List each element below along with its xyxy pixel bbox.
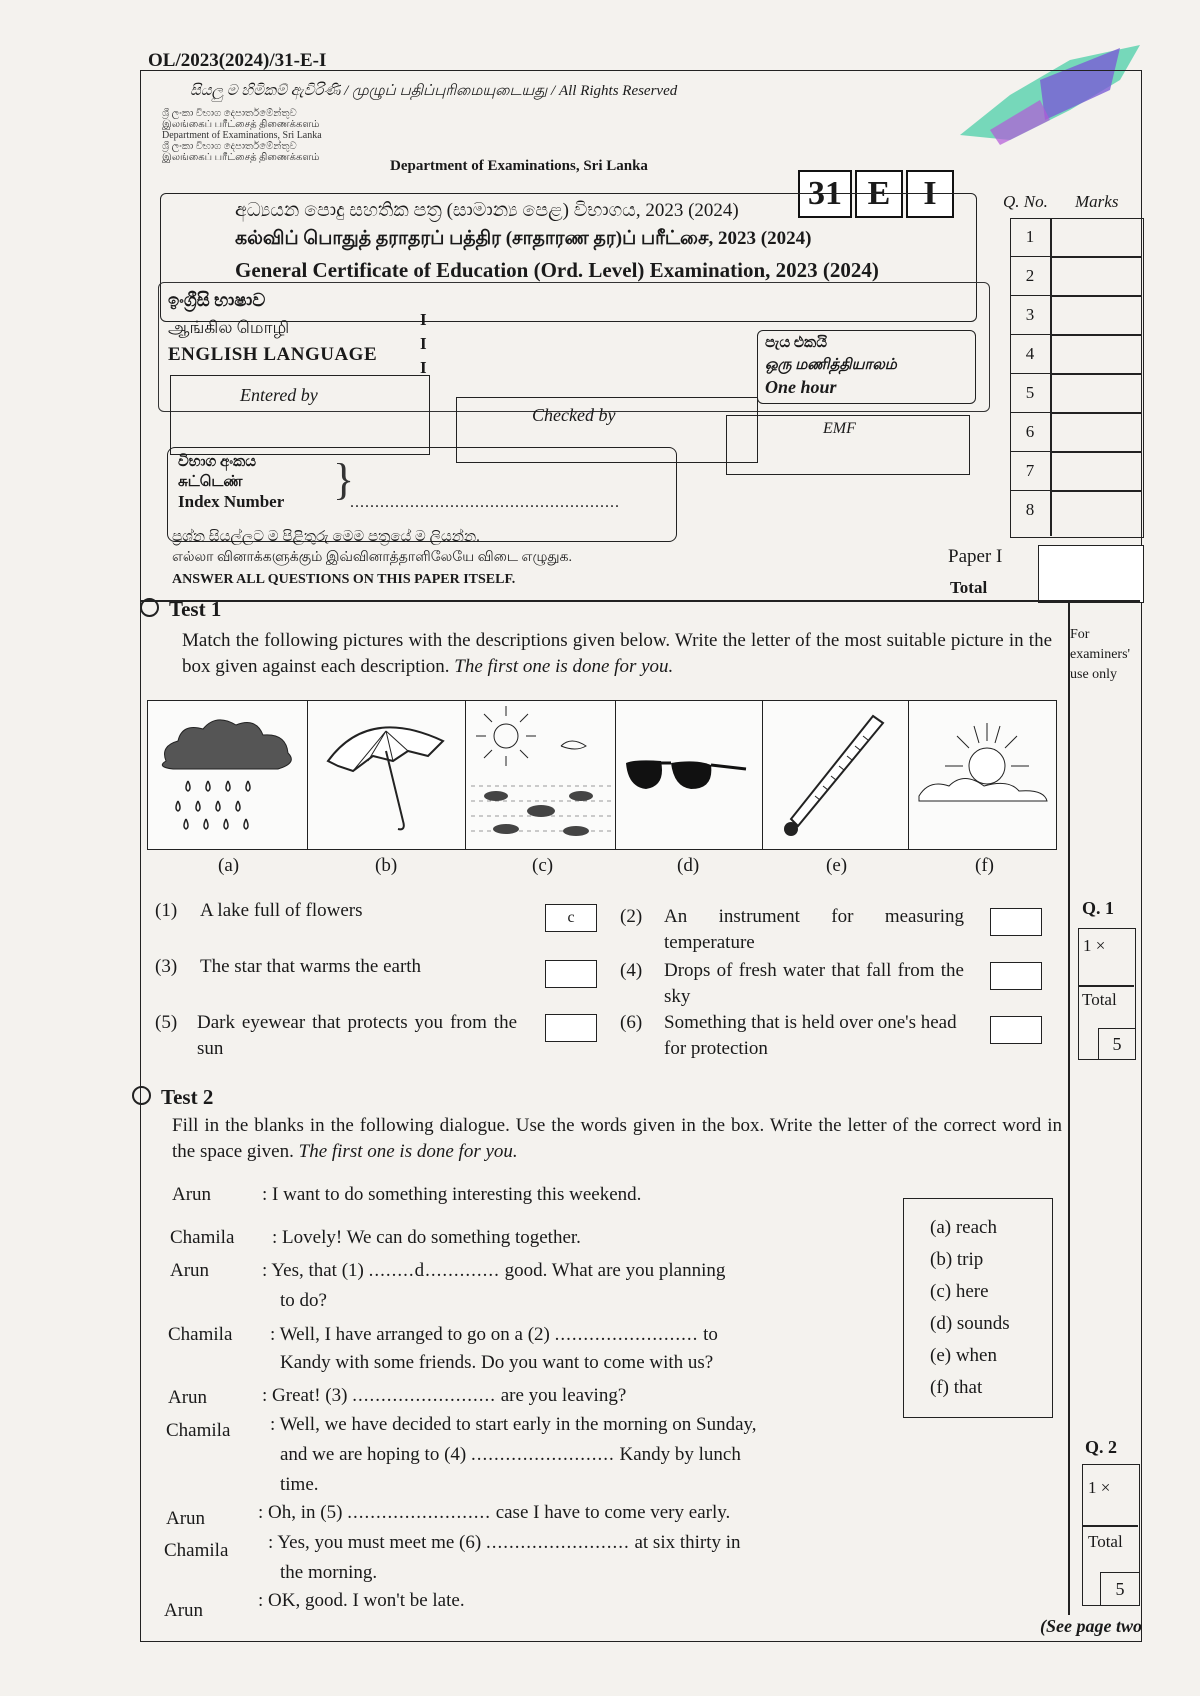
checked-by-label: Checked by: [532, 405, 616, 425]
picture-label-e: (e): [826, 855, 848, 876]
test1-answer-box[interactable]: [990, 908, 1042, 936]
blank-2-field[interactable]: .........................: [554, 1324, 699, 1345]
q1-multiplier: 1 ×: [1083, 936, 1106, 955]
paper-total-label: Paper I: [948, 546, 1003, 567]
q1-max-score: 5: [1098, 1028, 1136, 1060]
dialogue-line: to do?: [280, 1290, 327, 1311]
exam-title-tamil: கல்விப் பொதுத் தராதரப் பத்திர (சாதாரண தர)ப் பரீட்சை, 2023 (2024): [235, 228, 812, 249]
test1-item-text: Something that is held over one's head for protection: [664, 1012, 957, 1059]
dialogue-line: : OK, good. I won't be late.: [258, 1590, 465, 1611]
marks-row: 5: [1010, 374, 1050, 413]
bullet-circle-icon: [132, 1086, 151, 1105]
word-option: (c) here: [930, 1281, 989, 1302]
see-page-two: (See page two: [1040, 1616, 1142, 1636]
test1-answer-box[interactable]: c: [545, 904, 597, 932]
dialogue-line: : Oh, in (5) ......................... case I have to come very early.: [258, 1502, 731, 1523]
sun-cloud-icon: [909, 701, 1056, 849]
test2-title: Test 2: [132, 1085, 213, 1110]
index-number-field[interactable]: ......................................................: [350, 494, 620, 511]
q2-total-label: Total: [1088, 1532, 1123, 1551]
test1-answer-box[interactable]: [545, 1014, 597, 1042]
word-option: (a) reach: [930, 1217, 997, 1238]
q2-label: Q. 2: [1085, 1437, 1118, 1457]
test1-item-text: An instrument for measuring temperature: [664, 906, 964, 953]
picture-label-d: (d): [677, 855, 700, 876]
test1-item-text: A lake full of flowers: [200, 900, 363, 921]
picture-e-thermometer: [762, 700, 910, 850]
bullet-circle-icon: [140, 598, 159, 617]
dialogue-line: : Well, we have decided to start early in the morning on Sunday,: [270, 1414, 757, 1435]
marks-row: 2: [1010, 257, 1050, 296]
blank-6-field[interactable]: .........................: [485, 1532, 630, 1553]
dialogue-line: : Yes, you must meet me (6) ......................... at six thirty in: [268, 1532, 741, 1553]
sunglasses-icon: [616, 701, 766, 849]
code-box-paper: I: [906, 170, 954, 218]
examiner-note: For examiners' use only: [1070, 627, 1131, 682]
marks-row: 6: [1010, 413, 1050, 452]
picture-f-sun: [908, 700, 1057, 850]
test1-item-number: (5): [155, 1012, 178, 1033]
rain-cloud-icon: [148, 701, 308, 849]
marks-row: 3: [1010, 296, 1050, 335]
speaker-name: Arun: [170, 1260, 210, 1281]
marks-col-marks: Marks: [1075, 192, 1119, 211]
dialogue-line: Kandy with some friends. Do you want to come with us?: [280, 1352, 714, 1373]
subject-sinhala: ඉංග්‍රීසි භාෂාව: [168, 290, 266, 310]
q2-max-score: 5: [1100, 1572, 1140, 1606]
duration-english: One hour: [765, 377, 837, 397]
duration-sinhala: පැය එකයි: [765, 335, 827, 351]
department-watermark: ශ්‍රී ලංකා විභාග දෙපාර්තමේන්තුව இலங்கைப் பரீட்சைத் திணைக்களம் Department of Examinations, Sri Lanka ශ්‍රී ලංකා විභාග දෙපාර්තමේන්තුව இலங்கைப் பரீட்சைத் திணைக்களம்: [162, 108, 322, 163]
dialogue-line: : I want to do something interesting this weekend.: [262, 1184, 642, 1205]
answer-instruction-tamil: எல்லா வினாக்களுக்கும் இவ்வினாத்தாளிலேயே விடை எழுதுக.: [172, 550, 573, 565]
paper-total-box[interactable]: [1038, 545, 1144, 603]
test1-answer-box[interactable]: [545, 960, 597, 988]
test1-item-number: (1): [155, 900, 178, 921]
q2-multiplier: 1 ×: [1088, 1478, 1111, 1497]
q1-total-label: Total: [1082, 990, 1117, 1009]
speaker-name: Arun: [172, 1184, 212, 1205]
answer-instruction-sinhala: ප්‍රශ්න සියල්ලට ම පිළිතුරු මෙම පත්‍රයේ ම ලියන්න.: [172, 529, 480, 545]
blank-3-field[interactable]: .........................: [352, 1385, 496, 1406]
test1-item-number: (6): [620, 1012, 643, 1033]
test1-title: Test 1: [140, 597, 221, 622]
test1-item-text: Drops of fresh water that fall from the sky: [664, 960, 964, 1007]
speaker-name: Chamila: [166, 1420, 231, 1441]
index-brace: }: [333, 455, 355, 504]
test1-item-text: Dark eyewear that protects you from the sun: [197, 1012, 517, 1059]
department-title: Department of Examinations, Sri Lanka: [390, 158, 648, 174]
umbrella-icon: [308, 701, 466, 849]
lake-flowers-icon: [466, 701, 616, 849]
test1-item-number: (3): [155, 956, 178, 977]
emf-label: EMF: [823, 420, 856, 437]
dialogue-line: and we are hoping to (4) ......................... Kandy by lunch: [280, 1444, 741, 1465]
exam-title-sinhala: අධ්‍යයන පොදු සහතික පත්‍ර (සාමාන්‍ය පෙළ) විභාගය, 2023 (2024): [235, 200, 739, 221]
marks-row: 4: [1010, 335, 1050, 374]
speaker-name: Arun: [168, 1387, 208, 1408]
picture-c-lake-flowers: [465, 700, 617, 850]
picture-b-umbrella: [307, 700, 467, 850]
test1-item-text: The star that warms the earth: [200, 956, 422, 977]
test2-instructions: Fill in the blanks in the following dialogue. Use the words given in the box. Write the letter of the correct word in the space given. The first one is done for you.: [172, 1115, 1062, 1162]
q1-label: Q. 1: [1082, 898, 1115, 918]
test1-answer-box[interactable]: [990, 962, 1042, 990]
speaker-name: Chamila: [168, 1324, 233, 1345]
marks-col-qno: Q. No.: [1003, 192, 1048, 211]
test1-instructions: Match the following pictures with the descriptions given below. Write the letter of the most suitable picture in the box given against each description. The first one is done for you.: [182, 630, 1052, 677]
test1-answer-box[interactable]: [990, 1016, 1042, 1044]
marks-row: 7: [1010, 452, 1050, 491]
dialogue-line: time.: [280, 1474, 319, 1495]
thermometer-icon: [763, 701, 909, 849]
marks-table-rows: [1010, 218, 1050, 529]
picture-a-rain-cloud: [147, 700, 309, 850]
speaker-name: Arun: [166, 1508, 206, 1529]
code-box-language: E: [855, 170, 903, 218]
marks-table-divider: [1050, 218, 1052, 536]
blank-1-field[interactable]: ........d.............: [368, 1260, 500, 1281]
word-option: (d) sounds: [930, 1313, 1010, 1334]
rights-reserved: සියලු ම හිමිකම් ඇවිරිණි / முழுப் பதிப்புரிமையுடையது / All Rights Reserved: [190, 83, 678, 99]
picture-label-a: (a): [218, 855, 240, 876]
test1-item-number: (2): [620, 906, 643, 927]
word-option: (e) when: [930, 1345, 997, 1366]
code-box-subject: 31: [798, 170, 852, 218]
blank-5-field[interactable]: .........................: [347, 1502, 491, 1523]
entered-by-label: Entered by: [240, 385, 318, 405]
answer-instruction-english: ANSWER ALL QUESTIONS ON THIS PAPER ITSELF.: [172, 572, 516, 587]
exam-title-english: General Certificate of Education (Ord. Level) Examination, 2023 (2024): [235, 258, 879, 282]
word-option: (b) trip: [930, 1249, 984, 1270]
picture-label-b: (b): [375, 855, 398, 876]
paper-numerals: I I I: [420, 310, 427, 377]
picture-label-f: (f): [975, 855, 994, 876]
dialogue-line: : Great! (3) ......................... are you leaving?: [262, 1385, 627, 1406]
word-box-list: [930, 1212, 1010, 1404]
blank-4-field[interactable]: .........................: [471, 1444, 615, 1465]
marks-row: 1: [1010, 218, 1050, 257]
speaker-name: Chamila: [164, 1540, 229, 1561]
dialogue-line: the morning.: [280, 1562, 378, 1583]
header-divider: [140, 600, 1140, 602]
duration-tamil: ஒரு மணித்தியாலம்: [765, 357, 897, 373]
paper-code: OL/2023(2024)/31-E-I: [148, 50, 327, 71]
subject-english: ENGLISH LANGUAGE: [168, 344, 378, 365]
dialogue-line: : Yes, that (1) ........d............. good. What are you planning: [262, 1260, 726, 1281]
examiner-column-rule: [1068, 600, 1070, 1615]
total-label: Total: [950, 578, 988, 597]
dialogue-line: : Lovely! We can do something together.: [272, 1227, 581, 1248]
marks-row: 8: [1025, 500, 1035, 519]
test1-item-number: (4): [620, 960, 643, 981]
subject-tamil: ஆங்கில மொழி: [168, 318, 290, 337]
index-number-labels: විභාග අංකය சுட்டெண் Index Number: [178, 454, 285, 511]
dialogue-line: : Well, I have arranged to go on a (2) ......................... to: [270, 1324, 718, 1345]
word-option: (f) that: [930, 1377, 983, 1398]
picture-label-c: (c): [532, 855, 554, 876]
speaker-name: Chamila: [170, 1227, 235, 1248]
speaker-name: Arun: [164, 1600, 204, 1621]
